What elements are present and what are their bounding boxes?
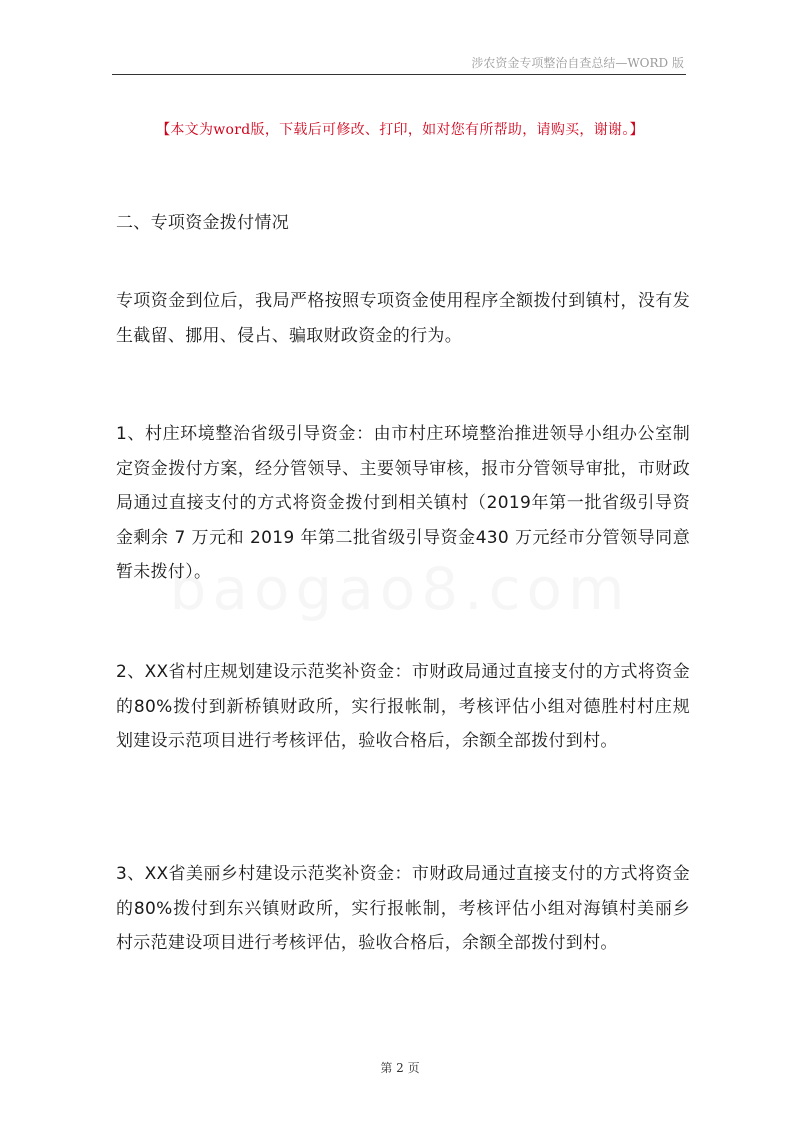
paragraph-item-1: 1、村庄环境整治省级引导资金：由市村庄环境整治推进领导小组办公室制定资金拨付方案，经分管领导、主要领导审核，报市分管领导审批，市财政局通过直接支付的方式将资金拨付到相关镇村（2019年第一批省级引导资金剩余 7 万元和 2019 年第二批省级引导资金430 万元经市分管领导同意暂未拨付）。 bbox=[116, 424, 690, 583]
section-heading: 二、专项资金拨付情况 bbox=[116, 213, 289, 233]
paragraph-item-3: 3、XX省美丽乡村建设示范奖补资金：市财政局通过直接支付的方式将资金的80%拨付到东兴镇财政所，实行报帐制，考核评估小组对海镇村美丽乡村示范建设项目进行考核评估，验收合格后，余额全部拨付到村。 bbox=[116, 864, 690, 954]
purchase-notice: 【本文为word版，下载后可修改、打印，如对您有所帮助，请购买，谢谢。】 bbox=[156, 122, 644, 138]
paragraph-item-2: 2、XX省村庄规划建设示范奖补资金：市财政局通过直接支付的方式将资金的80%拨付到新桥镇财政所，实行报帐制，考核评估小组对德胜村村庄规划建设示范项目进行考核评估，验收合格后，余额全部拨付到村。 bbox=[116, 662, 690, 752]
page-header bbox=[112, 52, 686, 75]
page-number: 第 2 页 bbox=[380, 1061, 420, 1075]
header-title: 涉农资金专项整治自查总结—WORD 版 bbox=[471, 56, 684, 70]
paragraph-intro: 专项资金到位后，我局严格按照专项资金使用程序全额拨付到镇村，没有发生截留、挪用、侵占、骗取财政资金的行为。 bbox=[116, 291, 690, 346]
